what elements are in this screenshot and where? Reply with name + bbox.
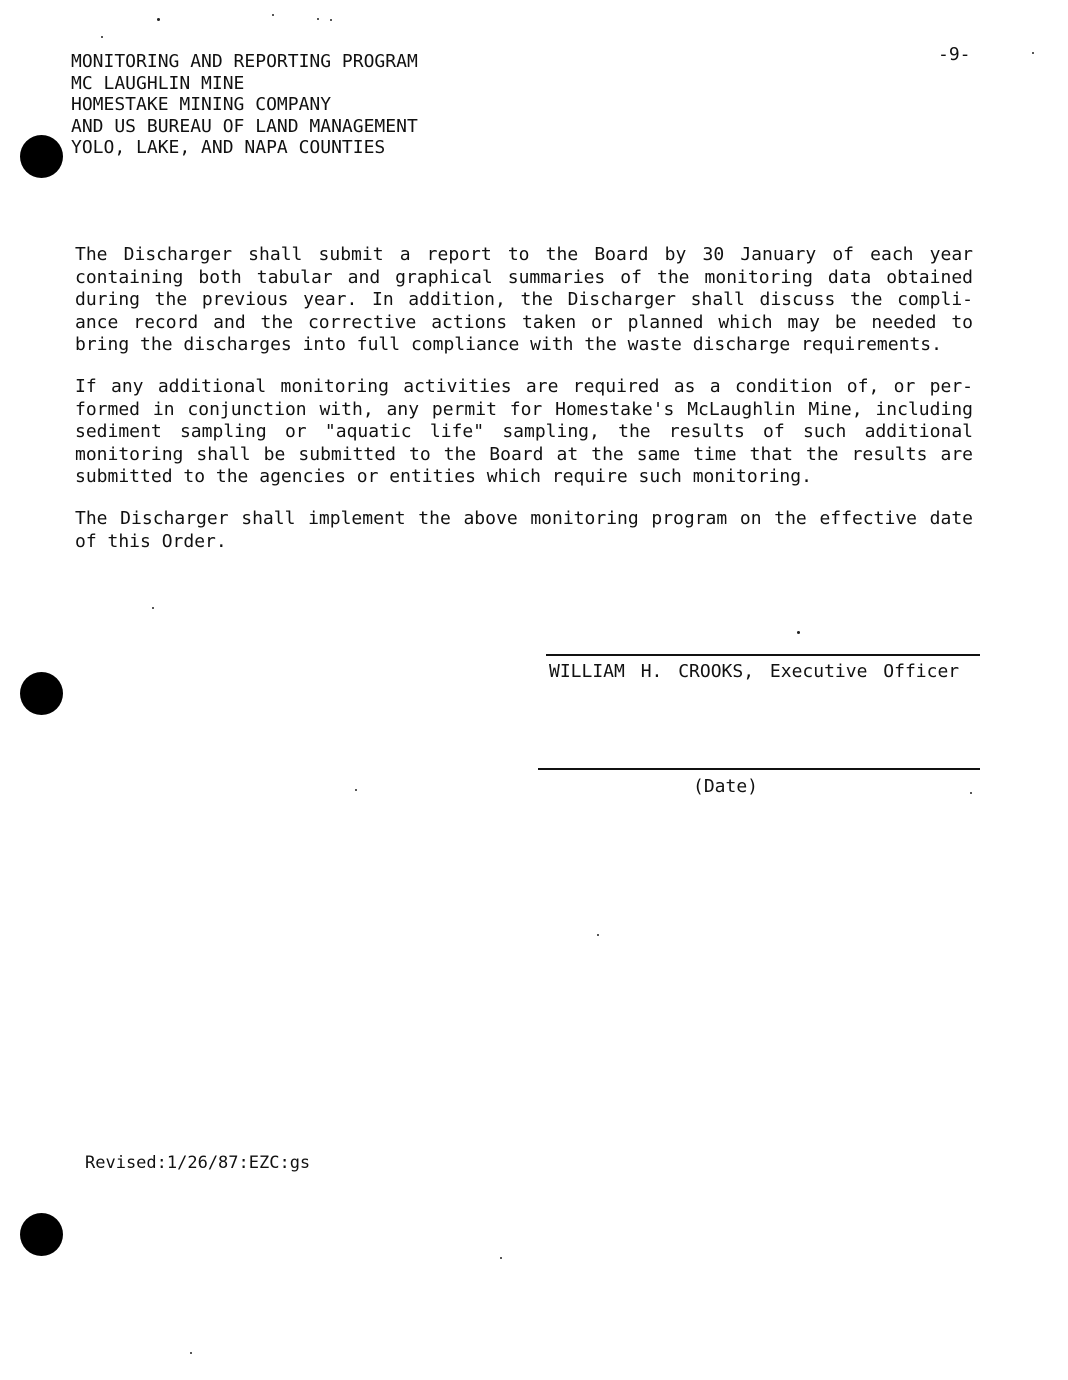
scan-speck [797, 631, 800, 634]
scan-speck [317, 18, 319, 20]
scan-speck [355, 789, 357, 791]
punch-hole [20, 672, 63, 715]
date-line [538, 768, 980, 770]
paragraph-additional-monitoring: If any additional monitoring activities are required as a condition of, or per-formed in conjunction with, any permit for Homestake's McLaughlin Mine, including sediment sampling or "aquatic life" sampling, the results of such additional monitoring shall be submitted to the Board at the same time that the results are submitted to the agencies or entities which require such monitoring. [75, 376, 973, 487]
signer-name: WILLIAM H. CROOKS, Executive Officer [549, 661, 960, 682]
header-line: AND US BUREAU OF LAND MANAGEMENT [71, 115, 418, 137]
scan-speck [190, 1352, 192, 1354]
scan-speck [101, 36, 103, 38]
scan-speck [597, 934, 599, 936]
scan-speck [157, 18, 160, 21]
scan-speck [970, 792, 972, 794]
header-line: HOMESTAKE MINING COMPANY [71, 94, 332, 115]
scan-speck [500, 1257, 502, 1259]
scan-speck [1032, 52, 1034, 54]
scan-speck [330, 19, 332, 21]
document-header [71, 51, 418, 159]
revision-note: Revised:1/26/87:EZC:gs [85, 1153, 311, 1173]
header-line: YOLO, LAKE, AND NAPA COUNTIES [71, 137, 386, 158]
header-line: MONITORING AND REPORTING PROGRAM [71, 51, 418, 72]
scan-speck [152, 607, 154, 609]
punch-hole [20, 1213, 63, 1256]
paragraph-implementation: The Discharger shall implement the above monitoring program on the effective date of this Order. [75, 508, 973, 552]
header-line: MC LAUGHLIN MINE [71, 72, 245, 94]
scan-speck [272, 14, 274, 16]
date-label: (Date) [693, 776, 759, 797]
punch-hole [20, 135, 63, 178]
paragraph-annual-report: The Discharger shall submit a report to the Board by 30 January of each year containing both tabular and graphical summaries of the monitoring data obtained during the previous year. In addition, the Discharger shall discuss the compli-ance record and the corrective actions taken or planned which may be needed to bring the discharges into full compliance with the waste discharge requirements. [75, 244, 973, 355]
signature-line [546, 654, 980, 656]
page-number: -9- [938, 44, 971, 65]
